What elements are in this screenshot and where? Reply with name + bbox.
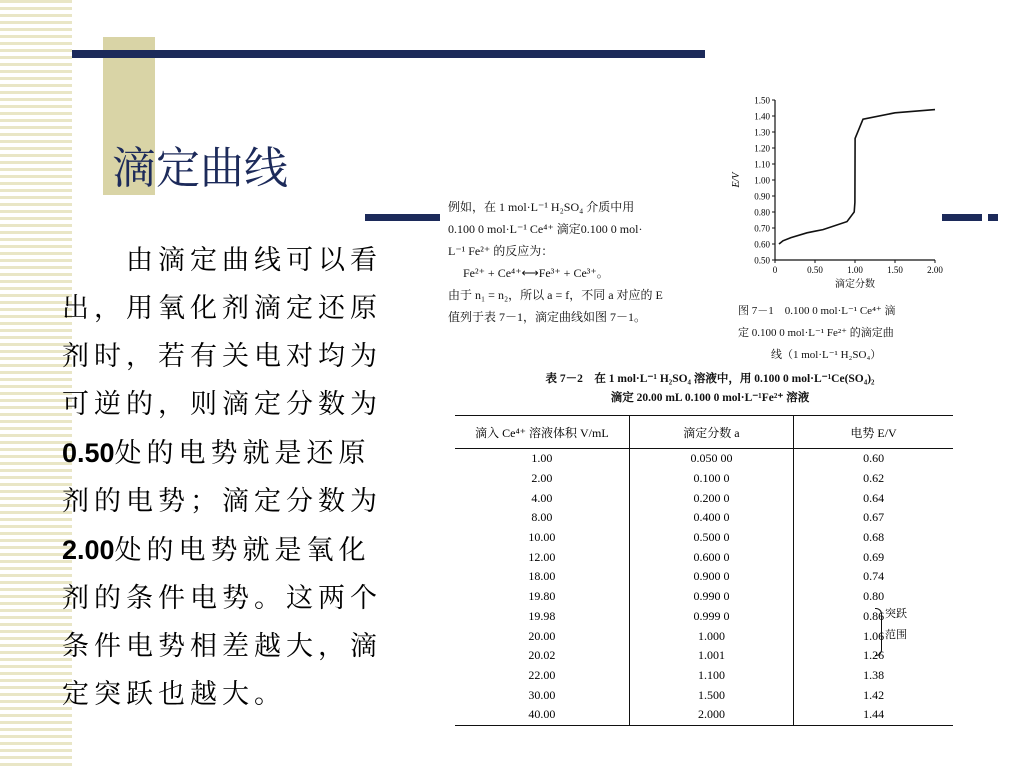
titration-curve-chart xyxy=(725,92,965,292)
y-tick-label: 0.70 xyxy=(754,223,770,234)
x-axis-label: 滴定分数 xyxy=(835,279,875,290)
cell-potential: 0.69 xyxy=(863,549,885,564)
table-row xyxy=(455,449,953,469)
table-row xyxy=(455,528,953,548)
table-header-row xyxy=(455,416,953,449)
table-row xyxy=(455,547,953,567)
cell-potential: 0.64 xyxy=(863,490,885,505)
reaction-equation: Fe²⁺ + Ce⁴⁺⟷Fe³⁺ + Ce³⁺。 xyxy=(448,266,609,280)
cell-fraction: 1.000 xyxy=(629,626,793,646)
cell-fraction: 0.600 0 xyxy=(629,547,793,567)
cell-volume: 22.00 xyxy=(528,667,556,682)
cell-volume: 1.00 xyxy=(531,451,553,466)
scan-paragraph-line: 0.100 0 mol·L⁻¹ Ce⁴⁺ 滴定0.100 0 mol· xyxy=(448,222,643,236)
cell-potential: 0.67 xyxy=(863,510,885,525)
y-tick-label: 1.50 xyxy=(754,95,770,106)
scan-paragraph-line: 值列于表 7－1，滴定曲线如图 7－1。 xyxy=(448,310,647,324)
accent-rule-left xyxy=(365,214,440,221)
figure-caption-line: 线（1 mol·L⁻¹ H₂SO₄） xyxy=(738,349,882,361)
titration-curve-line xyxy=(779,110,935,244)
body-text-line: 剂时，若有关电对均为 xyxy=(62,341,382,372)
y-tick-label: 0.50 xyxy=(754,255,770,266)
x-tick-label: 1.00 xyxy=(847,265,863,275)
table-row xyxy=(455,508,953,528)
y-tick-label: 1.00 xyxy=(754,175,770,186)
cell-potential: 1.26 xyxy=(863,648,885,663)
header-rule xyxy=(72,50,705,58)
scan-paragraph xyxy=(448,196,738,328)
cell-volume: 10.00 xyxy=(528,530,556,545)
body-text-line: 条件电势相差越大，滴 xyxy=(62,631,382,662)
body-text-number: 2.00 xyxy=(62,535,115,565)
cell-fraction: 0.100 0 xyxy=(629,469,793,489)
figure-caption-line: 图 7－1 0.100 0 mol·L⁻¹ Ce⁴⁺ 滴 xyxy=(738,305,896,317)
column-header-volume: 滴入 Ce⁴⁺ 溶液体积 V/mL xyxy=(455,416,629,449)
y-axis-label: E/V xyxy=(731,172,742,188)
cell-fraction: 0.999 0 xyxy=(629,607,793,627)
y-tick-label: 1.30 xyxy=(754,127,770,138)
scan-paragraph-line: 由于 n₁ = n₂，所以 a = f，不同 a 对应的 E xyxy=(448,288,663,302)
cell-potential: 0.68 xyxy=(863,530,885,545)
cell-fraction: 2.000 xyxy=(629,705,793,725)
cell-volume: 12.00 xyxy=(528,549,556,564)
table-title xyxy=(455,370,965,408)
cell-volume: 4.00 xyxy=(531,490,553,505)
table-title-line: 滴定 20.00 mL 0.100 0 mol·L⁻¹Fe²⁺ 溶液 xyxy=(610,392,810,404)
body-text-line: 定突跃也越大。 xyxy=(62,679,286,710)
y-tick-label: 0.80 xyxy=(754,207,770,218)
body-text-line xyxy=(62,526,422,575)
cell-potential: 1.06 xyxy=(863,628,885,643)
cell-volume: 8.00 xyxy=(531,510,553,525)
cell-potential: 0.80 xyxy=(863,589,885,604)
cell-fraction: 1.500 xyxy=(629,685,793,705)
cell-fraction: 0.990 0 xyxy=(629,587,793,607)
cell-volume: 2.00 xyxy=(531,471,553,486)
y-tick-label: 0.60 xyxy=(754,239,770,250)
y-tick-label: 1.20 xyxy=(754,143,770,154)
column-header-potential: 电势 E/V xyxy=(794,416,953,449)
body-text-number: 0.50 xyxy=(62,438,115,468)
cell-volume: 20.02 xyxy=(528,648,556,663)
accent-rule-end xyxy=(988,214,998,221)
jump-range-label xyxy=(885,604,915,646)
cell-potential: 0.74 xyxy=(863,569,885,584)
body-text-line: 剂的条件电势。这两个 xyxy=(62,583,382,614)
jump-label-line: 突跃 xyxy=(885,608,907,620)
body-text-line: 由滴定曲线可以看 xyxy=(62,245,382,276)
table-row xyxy=(455,666,953,686)
brace-mark xyxy=(875,608,882,656)
cell-fraction: 0.200 0 xyxy=(629,488,793,508)
y-tick-label: 1.40 xyxy=(754,111,770,122)
body-text-line: 可逆的，则滴定分数为 xyxy=(62,389,382,420)
table-row xyxy=(455,488,953,508)
scan-paragraph-line: L⁻¹ Fe²⁺ 的反应为： xyxy=(448,244,554,258)
slide-title: 滴定曲线 xyxy=(112,143,288,194)
table-row xyxy=(455,587,953,607)
figure-caption-line: 定 0.100 0 mol·L⁻¹ Fe²⁺ 的滴定曲 xyxy=(738,327,894,339)
body-text-line xyxy=(62,429,422,478)
figure-caption xyxy=(738,300,948,366)
x-tick-label: 0 xyxy=(772,265,778,275)
cell-volume: 19.98 xyxy=(528,608,556,623)
cell-potential: 0.86 xyxy=(863,608,885,623)
x-tick-label: 1.50 xyxy=(887,265,903,275)
jump-label-line: 范围 xyxy=(885,629,907,641)
body-text-line: 出，用氧化剂滴定还原 xyxy=(62,293,382,324)
titration-data-table xyxy=(455,415,953,726)
table-row xyxy=(455,685,953,705)
cell-volume: 18.00 xyxy=(528,569,556,584)
cell-potential: 1.42 xyxy=(863,687,885,702)
table-row xyxy=(455,705,953,725)
cell-potential: 0.62 xyxy=(863,471,885,486)
cell-fraction: 0.500 0 xyxy=(629,528,793,548)
cell-fraction: 1.001 xyxy=(629,646,793,666)
cell-potential: 1.44 xyxy=(794,705,953,725)
cell-potential: 1.38 xyxy=(863,667,885,682)
table-title-line: 表 7－2 在 1 mol·L⁻¹ H₂SO₄ 溶液中，用 0.100 0 mol·L⁻¹Ce(SO₄)₂ xyxy=(545,373,875,385)
cell-fraction: 0.400 0 xyxy=(629,508,793,528)
y-tick-label: 0.90 xyxy=(754,191,770,202)
body-text-fragment: 处的电势就是还原 xyxy=(114,438,371,469)
cell-volume: 20.00 xyxy=(528,628,556,643)
x-tick-label: 2.00 xyxy=(927,265,943,275)
body-text-fragment: 处的电势就是氧化 xyxy=(114,535,371,566)
cell-potential: 0.60 xyxy=(863,451,885,466)
cell-volume: 30.00 xyxy=(528,687,556,702)
cell-volume: 40.00 xyxy=(455,705,629,725)
y-tick-label: 1.10 xyxy=(754,159,770,170)
slide-body-text xyxy=(62,237,422,719)
body-text-line: 剂的电势；滴定分数为 xyxy=(62,486,382,517)
cell-fraction: 1.100 xyxy=(629,666,793,686)
scan-paragraph-line: 例如，在 1 mol·L⁻¹ H₂SO₄ 介质中用 xyxy=(448,200,635,214)
table-row xyxy=(455,469,953,489)
cell-fraction: 0.050 00 xyxy=(629,449,793,469)
cell-fraction: 0.900 0 xyxy=(629,567,793,587)
x-tick-label: 0.50 xyxy=(807,265,823,275)
table-row xyxy=(455,567,953,587)
column-header-fraction: 滴定分数 a xyxy=(629,416,793,449)
cell-volume: 19.80 xyxy=(528,589,556,604)
